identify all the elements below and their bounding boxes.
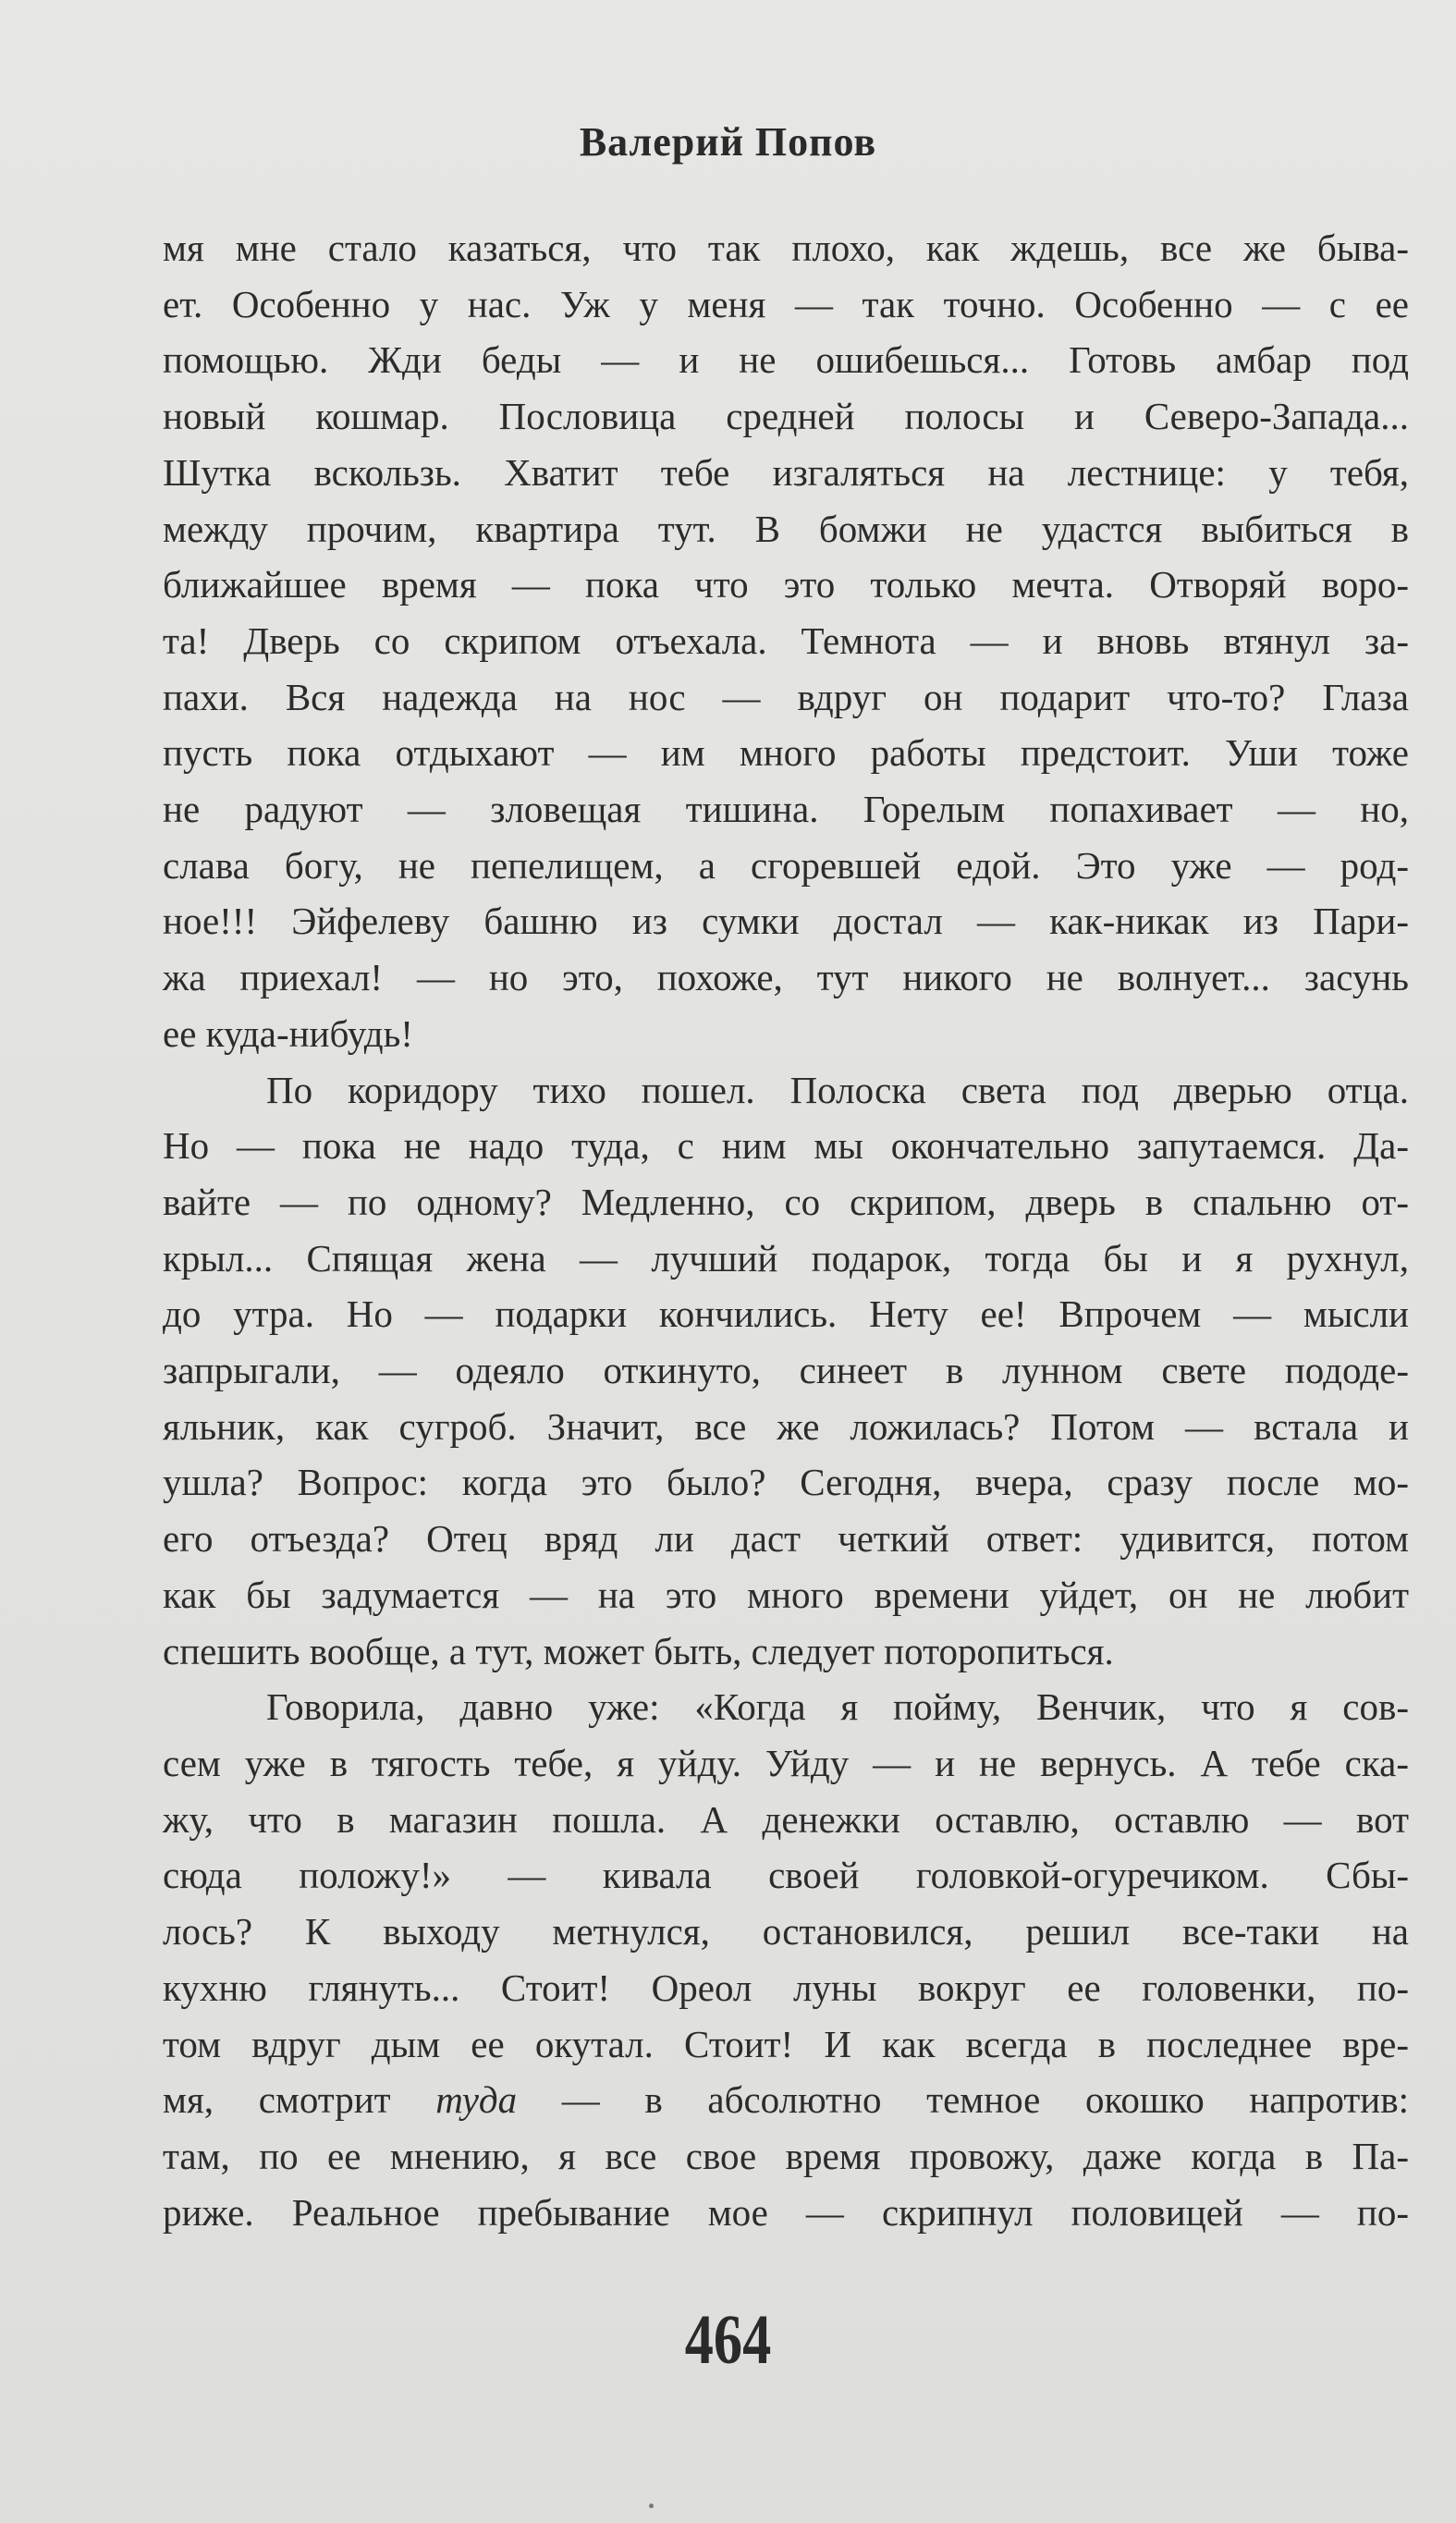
text-line: запрыгали, — одеяло откинуто, синеет в лунном свете пододе- (163, 1349, 1409, 1392)
text-line: слава богу, не пепелищем, а сгоревшей едой. Это уже — род- (163, 843, 1409, 887)
text-line: крыл... Спящая жена — лучший подарок, тогда бы и я рухнул, (163, 1236, 1409, 1280)
text-line: ет. Особенно у нас. Уж у меня — так точно. Особенно — с ее (163, 282, 1409, 325)
text-line: мя мне стало казаться, что так плохо, как ждешь, все же быва- (163, 227, 1409, 269)
text-line: ближайшее время — пока что это только мечта. Отворяй воро- (163, 563, 1409, 606)
text-line: жу, что в магазин пошла. А денежки оставлю, оставлю — вот (163, 1797, 1409, 1841)
text-line: яльник, как сугроб. Значит, все же ложилась? Потом — встала и (163, 1404, 1409, 1448)
text-line-with-italic (163, 2072, 1409, 2128)
paragraph-2 (163, 1062, 1409, 1680)
text-line: сем уже в тягость тебе, я уйду. Уйду — и не вернусь. А тебе ска- (163, 1741, 1409, 1784)
text-line: между прочим, квартира тут. В бомжи не удастся выбиться в (163, 507, 1409, 550)
text-line: кухню глянуть... Стоит! Ореол луны вокруг ее головенки, по- (163, 1966, 1409, 2009)
text-line: риже. Реальное пребывание мое — скрипнул половицей — по- (163, 2190, 1409, 2234)
text-line: Говорила, давно уже: «Когда я пойму, Венчик, что я сов- (266, 1685, 1409, 1729)
text-line: сюда положу!» — кивала своей головкой-огуречиком. Сбы- (163, 1854, 1409, 1897)
text-line: Но — пока не надо туда, с ним мы окончательно запутаемся. Да- (163, 1124, 1409, 1168)
text-line: вайте — по одному? Медленно, со скрипом, дверь в спальню от- (163, 1180, 1409, 1223)
text-line: пусть пока отдыхают — им много работы предстоит. Уши тоже (163, 731, 1409, 775)
text-line: помощью. Жди беды — и не ошибешься... Готовь амбар под (163, 338, 1409, 382)
paragraph-3 (163, 1679, 1409, 2240)
text-line: По коридору тихо пошел. Полоска света под дверью отца. (266, 1068, 1409, 1111)
text-line: спешить вообще, а тут, может быть, следует поторопиться. (163, 1629, 1114, 1672)
text-line: том вдруг дым ее окутал. Стоит! И как всегда в последнее вре- (163, 2022, 1409, 2065)
print-speck (649, 2504, 654, 2508)
text-line: ее куда-нибудь! (163, 1011, 413, 1055)
running-title: Валерий Попов (579, 119, 877, 165)
text-line: пахи. Вся надежда на нос — вдруг он подарит что-то? Глаза (163, 675, 1409, 718)
text-line: до утра. Но — подарки кончились. Нету ее! Впрочем — мысли (163, 1292, 1409, 1336)
text-fragment: мя, смотрит (163, 2078, 436, 2122)
text-line: ушла? Вопрос: когда это было? Сегодня, вчера, сразу после мо- (163, 1461, 1409, 1504)
text-line: лось? К выходу метнулся, остановился, решил все-таки на (163, 1910, 1409, 1953)
body-text (163, 220, 1409, 2240)
text-line: жа приехал! — но это, похоже, тут никого не волнует... засунь (163, 956, 1409, 999)
text-line: Шутка вскользь. Хватит тебе изгаляться на лестнице: у тебя, (163, 450, 1409, 494)
italic-word: туда (435, 2078, 518, 2122)
paragraph-1 (163, 220, 1409, 1062)
text-line: как бы задумается — на это много времени уйдет, он не любит (163, 1573, 1409, 1616)
text-line: не радуют — зловещая тишина. Горелым попахивает — но, (163, 788, 1409, 831)
text-line: там, по ее мнению, я все свое время провожу, даже когда в Па- (163, 2134, 1409, 2177)
page-number: 464 (684, 2301, 772, 2379)
text-line: ное!!! Эйфелеву башню из сумки достал — как-никак из Пари- (163, 900, 1409, 943)
text-line: его отъезда? Отец вряд ли даст четкий ответ: удивится, потом (163, 1517, 1409, 1561)
text-fragment: — в абсолютно темное окошко напротив: (517, 2078, 1409, 2122)
text-line: та! Дверь со скрипом отъехала. Темнота — и вновь втянул за- (163, 619, 1409, 662)
text-line: новый кошмар. Пословица средней полосы и Северо-Запада... (163, 395, 1409, 438)
